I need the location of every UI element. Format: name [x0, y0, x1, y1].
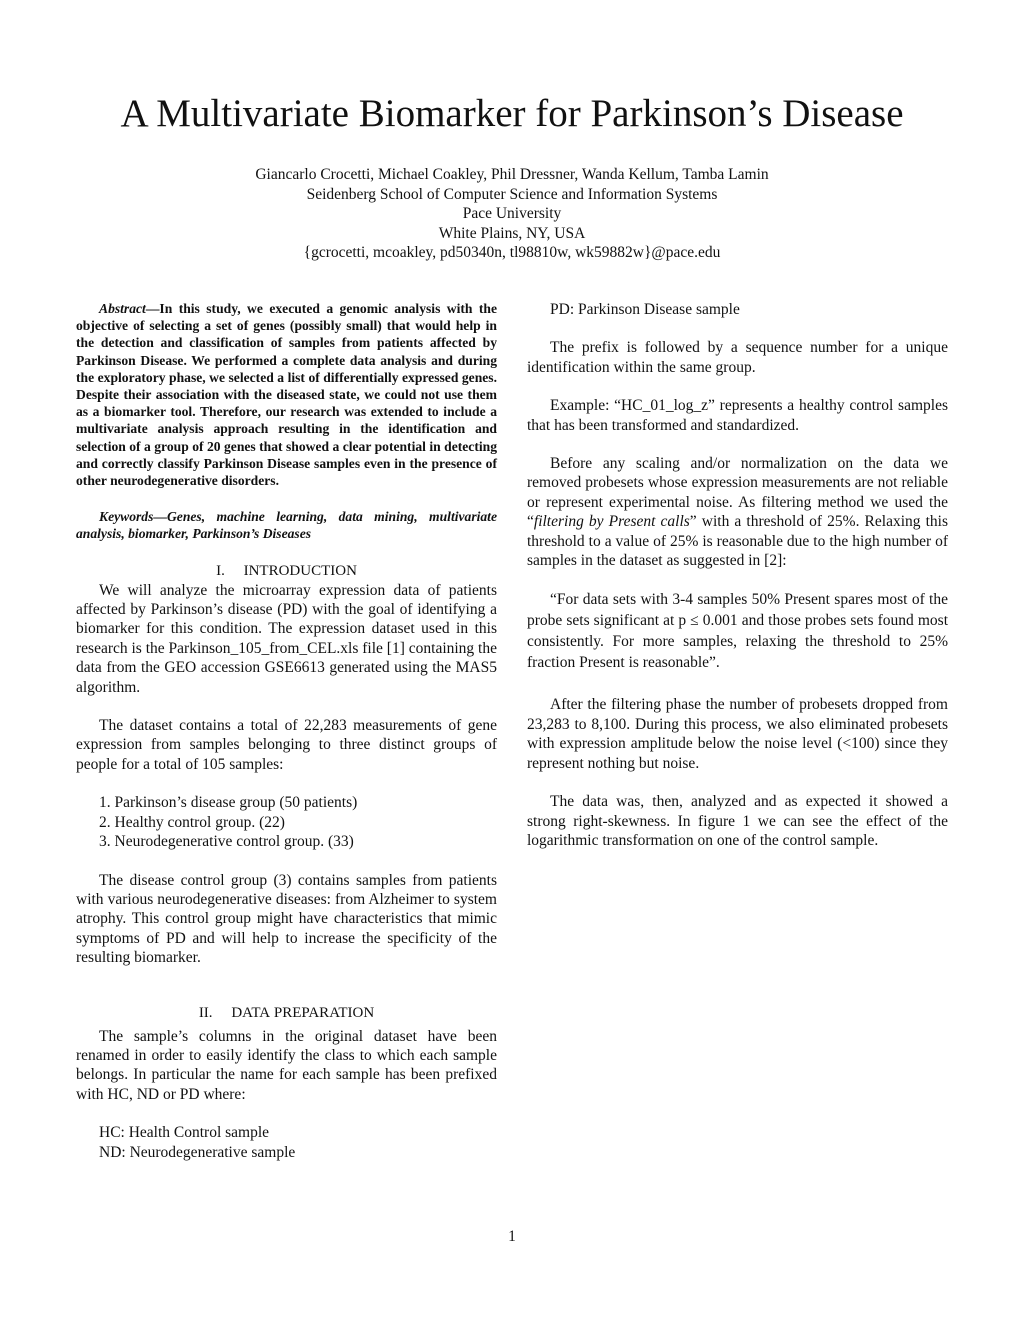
- prep-paragraph-4: [527, 454, 948, 570]
- section-heading-introduction: [76, 562, 497, 581]
- section-heading-data-preparation: [76, 1004, 497, 1023]
- prep-paragraph-6: The data was, then, analyzed and as expected it showed a strong right-skewness. In figure 1 we can see the effect of the logarithmic transformation on one of the control sample.: [527, 793, 948, 849]
- author-names: Giancarlo Crocetti, Michael Coakley, Phil Dressner, Wanda Kellum, Tamba Lamin: [255, 166, 769, 183]
- prep-paragraph-3: Example: “HC_01_log_z” represents a healthy control samples that has been transformed and standardized.: [527, 397, 948, 434]
- prep-paragraph-5: After the filtering phase the number of probesets dropped from 23,283 to 8,100. During this process, we also eliminated probesets with expression amplitude below the noise level (<100) since they represent nothing but noise.: [527, 696, 948, 772]
- right-column: [527, 300, 948, 850]
- group-list: [76, 793, 497, 851]
- intro-paragraph-1: We will analyze the microarray expression data of patients affected by Parkinson’s disease (PD) with the goal of identifying a biomarker for this condition. The expression dataset used in this research is the Parkinson_105_from_CEL.xls file [1] containing the data from the GEO accession GSE6613 generated using the MAS5 algorithm.: [76, 581, 497, 696]
- paper-title: A Multivariate Biomarker for Parkinson’s Disease: [120, 92, 904, 135]
- author-school: Seidenberg School of Computer Science and Information Systems: [306, 185, 718, 203]
- prep-paragraph-1: The sample’s columns in the original dataset have been renamed in order to easily identify the class to which each sample belongs. In particular the name for each sample has been prefixed with HC, ND or PD where:: [76, 1027, 497, 1103]
- left-column: [76, 300, 497, 1162]
- list-item: 3. Neurodegenerative control group. (33): [99, 833, 354, 851]
- author-university: Pace University: [462, 205, 562, 222]
- abstract-text: —In this study, we executed a genomic analysis with the objective of selecting a set of genes (possibly small) that would help in the detection and classification of samples from patients affected by Parkinson Disease. We performed a complete data analysis and during the exploratory phase, we selected a list of differentially expressed genes. Despite their association with the diseased state, we could not use them as a biomarker tool. Therefore, our research was extended to include a multivariate analysis approach resulting in the identification and selection of a group of 20 genes that showed a clear potential in detecting and correctly classify Parkinson Disease samples even in the presence of other neurodegenerative disorders.: [76, 301, 497, 489]
- quote-paragraph: “For data sets with 3-4 samples 50% Present spares most of the probe sets significant at p ≤ 0.001 and those probes sets found most consistently. For more samples, relaxing the threshold to 25% fraction Present is reasonable”.: [527, 591, 948, 672]
- heading-rest: REPARATION: [282, 1004, 375, 1021]
- heading-rest: ATA: [242, 1004, 271, 1021]
- abstract: [76, 300, 497, 489]
- paragraph-text: ” with a threshold of 25%. Relaxing this threshold to a value of 25% is reasonable due to the high number of samples in the dataset as suggested in [2]:: [527, 513, 948, 570]
- prep-paragraph-2: The prefix is followed by a sequence number for a unique identification within the same group.: [527, 339, 948, 376]
- intro-paragraph-3: The disease control group (3) contains samples from patients with various neurodegenerative diseases: from Alzheimer to system atrophy. This control group might have characteristics that mimic symptoms of PD and will help to increase the specificity of the resulting biomarker.: [76, 871, 497, 967]
- prefix-nd: ND: Neurodegenerative sample: [99, 1143, 296, 1161]
- author-emails: {gcrocetti, mcoakley, pd50340n, tl98810w, wk59882w}@pace.edu: [303, 244, 721, 261]
- list-item: 2. Healthy control group. (22): [99, 813, 285, 831]
- heading-initial: D: [231, 1004, 243, 1021]
- section-number: II.: [198, 1004, 213, 1021]
- section-number: I.: [216, 562, 225, 579]
- heading-initial: P: [273, 1004, 283, 1021]
- heading-rest: NTRODUCTION: [248, 562, 357, 579]
- prefix-list: [76, 1123, 497, 1162]
- heading-initial: I: [243, 562, 249, 579]
- prefix-hc: HC: Health Control sample: [99, 1124, 270, 1142]
- prefix-pd: PD: Parkinson Disease sample: [550, 301, 740, 318]
- author-location: White Plains, NY, USA: [438, 224, 586, 242]
- author-block: [0, 165, 1024, 263]
- abstract-label: Abstract: [99, 301, 146, 316]
- keywords: Keywords—Genes, machine learning, data mining, multivariate analysis, biomarker, Parkinson’s Diseases: [76, 509, 497, 542]
- page-number: 1: [508, 1228, 516, 1245]
- paragraph-text: Before any scaling and/or normalization on the data we removed probesets whose expression measurements are not reliable or represent experimental noise. As filtering method we used the “: [527, 455, 948, 531]
- list-item: 1. Parkinson’s disease group (50 patients): [99, 794, 358, 812]
- intro-paragraph-2: The dataset contains a total of 22,283 measurements of gene expression from samples belonging to three distinct groups of people for a total of 105 samples:: [76, 717, 497, 773]
- emphasis-text: filtering by Present calls: [533, 513, 690, 531]
